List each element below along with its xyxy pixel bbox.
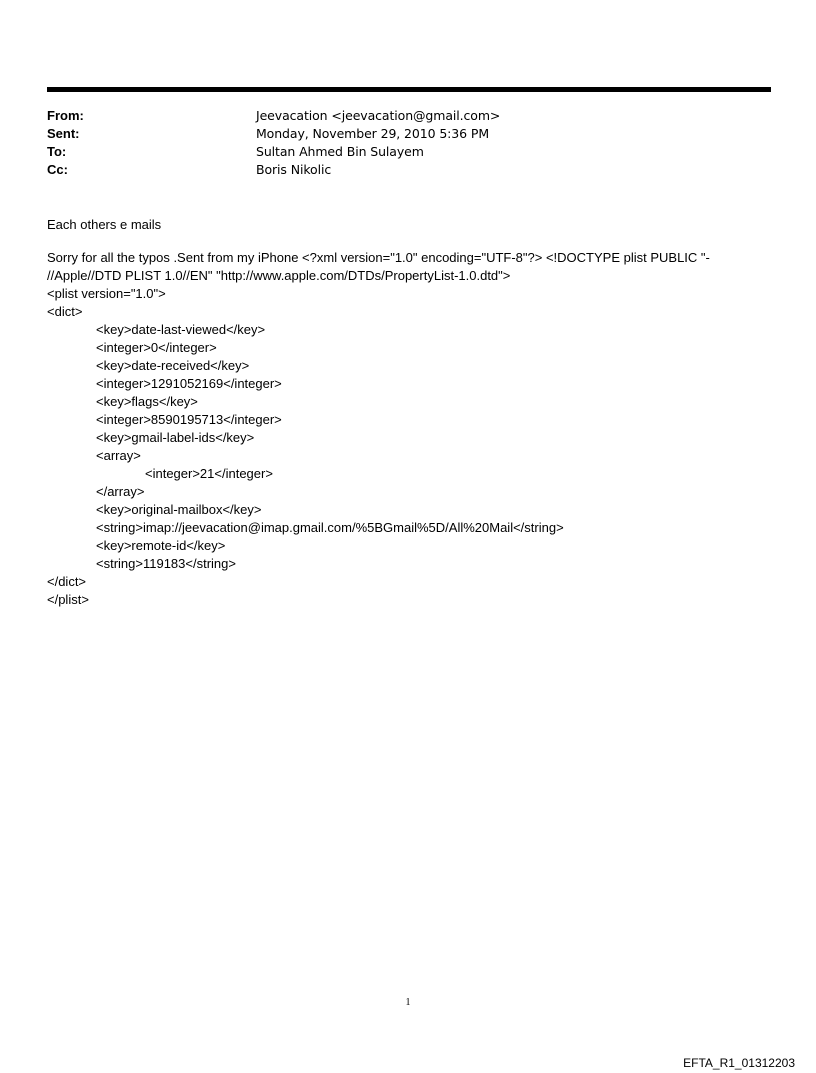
key-date-last-viewed: <key>date-last-viewed</key>	[96, 322, 266, 337]
bates-number: EFTA_R1_01312203	[683, 1056, 795, 1070]
email-header	[47, 107, 771, 179]
from-row	[47, 107, 771, 125]
key-original-mailbox: <key>original-mailbox</key>	[96, 502, 262, 517]
email-body	[47, 216, 771, 609]
sent-label: Sent:	[47, 126, 80, 141]
integer-date-received: <integer>1291052169</integer>	[96, 376, 282, 391]
sent-row	[47, 125, 771, 143]
plist-open-tag: <plist version="1.0">	[47, 286, 166, 301]
page-number: 1	[405, 997, 411, 1008]
to-label: To:	[47, 144, 67, 159]
array-open-tag: <array>	[96, 448, 141, 463]
cc-value: Boris Nikolic	[256, 162, 332, 177]
header-divider	[47, 87, 771, 92]
sent-value: Monday, November 29, 2010 5:36 PM	[256, 126, 489, 141]
string-remote-id: <string>119183</string>	[96, 556, 236, 571]
subject-line: Each others e mails	[47, 217, 162, 232]
plist-close-tag: </plist>	[47, 592, 89, 607]
key-date-received: <key>date-received</key>	[96, 358, 250, 373]
to-row	[47, 143, 771, 161]
key-gmail-label-ids: <key>gmail-label-ids</key>	[96, 430, 255, 445]
integer-flags: <integer>8590195713</integer>	[96, 412, 282, 427]
cc-label: Cc:	[47, 162, 68, 177]
from-label: From:	[47, 108, 84, 123]
from-value: Jeevacation <jeevacation@gmail.com>	[256, 108, 501, 123]
cc-row	[47, 161, 771, 179]
dict-open-tag: <dict>	[47, 304, 83, 319]
integer-date-last-viewed: <integer>0</integer>	[96, 340, 217, 355]
key-flags: <key>flags</key>	[96, 394, 198, 409]
array-close-tag: </array>	[96, 484, 145, 499]
dict-close-tag: </dict>	[47, 574, 87, 589]
intro-line-2: //Apple//DTD PLIST 1.0//EN" "http://www.apple.com/DTDs/PropertyList-1.0.dtd">	[47, 268, 511, 283]
integer-label-id: <integer>21</integer>	[145, 466, 273, 481]
to-value: Sultan Ahmed Bin Sulayem	[256, 144, 424, 159]
key-remote-id: <key>remote-id</key>	[96, 538, 226, 553]
string-original-mailbox: <string>imap://jeevacation@imap.gmail.com/%5BGmail%5D/All%20Mail</string>	[96, 520, 564, 535]
intro-line-1: Sorry for all the typos .Sent from my iPhone <?xml version="1.0" encoding="UTF-8"?> <!DOCTYPE plist PUBLIC "-	[47, 250, 710, 265]
